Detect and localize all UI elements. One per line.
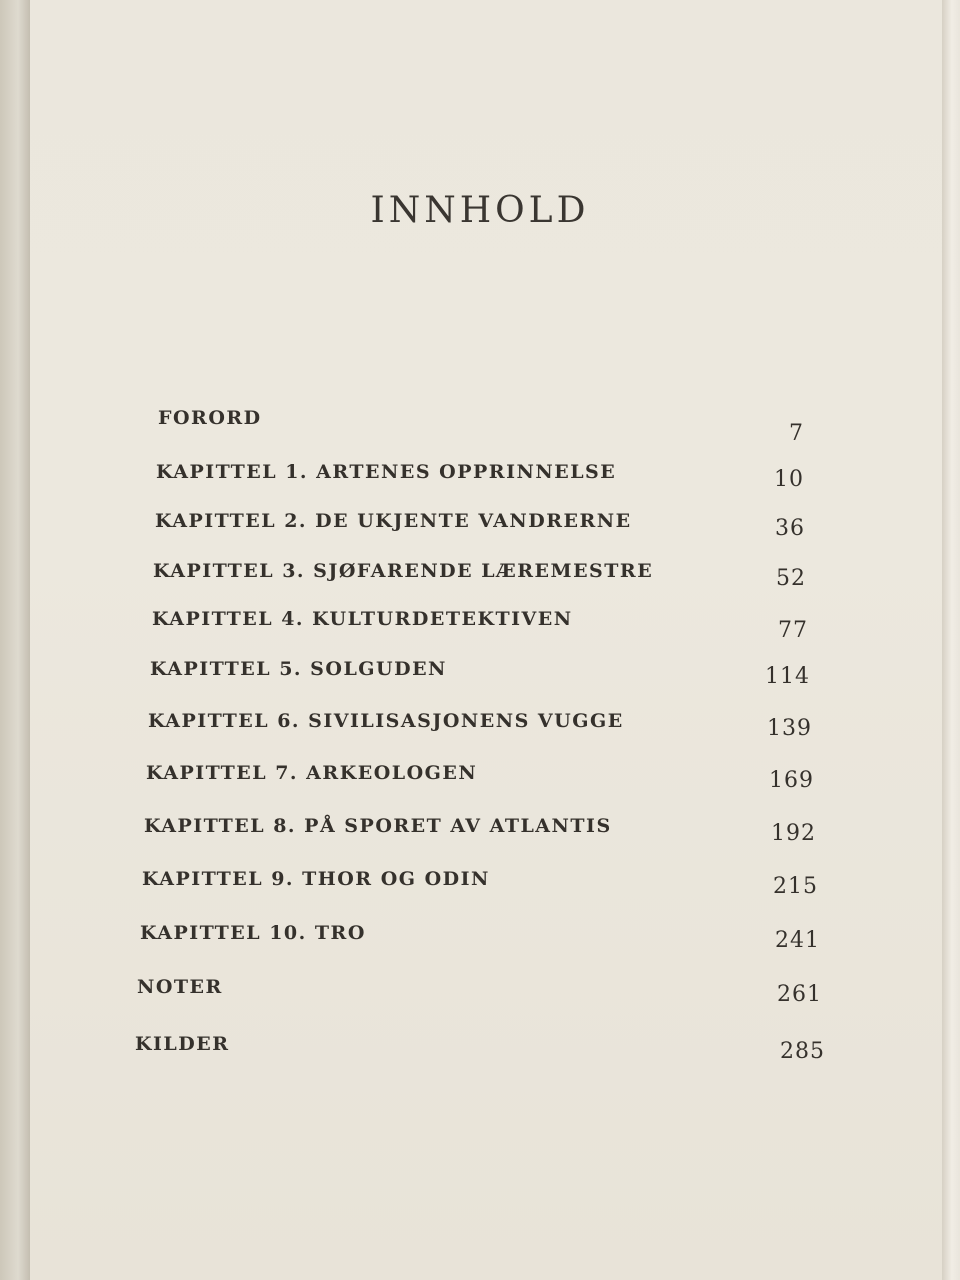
toc-entry-noter	[137, 976, 822, 1008]
toc-entry-kapittel-3	[153, 560, 806, 592]
toc-entry-kapittel-2	[155, 510, 805, 542]
page-title: INNHOLD	[370, 190, 590, 231]
toc-entry-page: 169	[769, 768, 814, 793]
toc-entry-label: KAPITTEL 1. ARTENES OPPRINNELSE	[156, 461, 617, 483]
toc-entry-label: NOTER	[137, 976, 223, 998]
toc-entry-label: KILDER	[135, 1033, 230, 1055]
toc-entry-kapittel-5	[150, 658, 810, 690]
toc-entry-page: 285	[780, 1039, 825, 1064]
toc-entry-kapittel-6	[148, 710, 812, 742]
toc-entry-page: 139	[767, 716, 812, 741]
toc-entry-page: 36	[775, 516, 805, 541]
toc-entry-kapittel-4	[152, 608, 808, 643]
toc-entry-page: 7	[789, 421, 804, 446]
toc-entry-label: KAPITTEL 3. SJØFARENDE LÆREMESTRE	[153, 560, 654, 582]
toc-entry-label: FORORD	[158, 407, 262, 429]
toc-entry-kapittel-9	[142, 868, 818, 900]
toc-entry-label: KAPITTEL 9. THOR OG ODIN	[142, 868, 490, 890]
toc-entry-page: 192	[771, 821, 816, 846]
toc-entry-page: 241	[775, 928, 820, 953]
toc-entry-label: KAPITTEL 8. PÅ SPORET AV ATLANTIS	[144, 815, 612, 837]
toc-entry-page: 114	[765, 664, 810, 689]
toc-entry-page: 52	[776, 566, 806, 591]
toc-entry-page: 261	[777, 982, 822, 1007]
toc-entry-label: KAPITTEL 6. SIVILISASJONENS VUGGE	[148, 710, 624, 732]
toc-entry-label: KAPITTEL 4. KULTURDETEKTIVEN	[152, 608, 573, 630]
toc-entry-kapittel-8	[144, 815, 816, 847]
toc-entry-kapittel-1	[156, 461, 804, 493]
toc-entry-page: 10	[774, 467, 804, 492]
toc-entry-page: 215	[773, 874, 818, 899]
toc-entry-label: KAPITTEL 10. TRO	[140, 922, 366, 944]
toc-entry-forord	[158, 407, 804, 446]
toc-entry-kapittel-10	[140, 922, 820, 954]
toc-entry-label: KAPITTEL 7. ARKEOLOGEN	[146, 762, 478, 784]
toc-entry-label: KAPITTEL 5. SOLGUDEN	[150, 658, 447, 680]
toc-entry-page: 77	[778, 618, 808, 643]
toc-entry-kapittel-7	[146, 762, 814, 794]
toc-entry-label: KAPITTEL 2. DE UKJENTE VANDRERNE	[155, 510, 632, 532]
toc-entry-kilder	[135, 1033, 825, 1065]
